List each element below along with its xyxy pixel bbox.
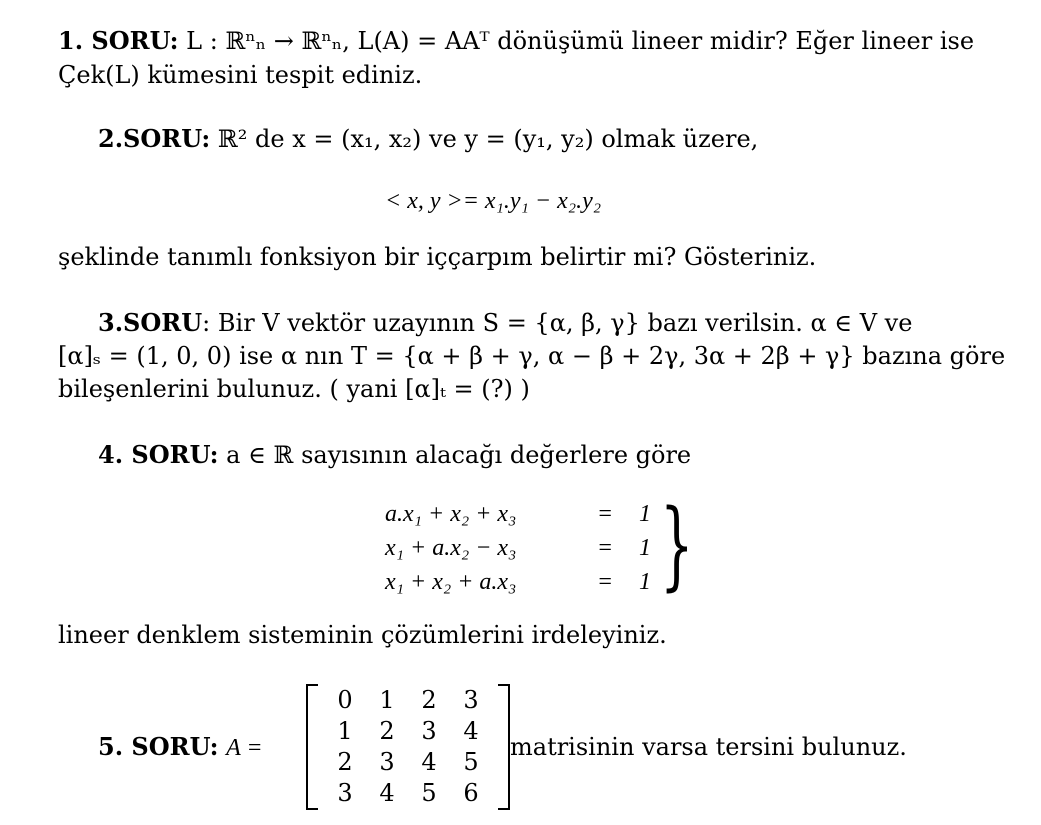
q1-text1: L : ℝⁿₙ → ℝⁿₙ, L(A) = AAᵀ dönüşümü lineer midir? Eğer lineer ise xyxy=(186,27,975,55)
matrix-cell: 5 xyxy=(463,747,479,776)
matrix-cell: 0 xyxy=(337,685,353,714)
q4-line1 xyxy=(98,440,691,470)
matrix-cell: 4 xyxy=(379,778,395,807)
q2-line2: şeklinde tanımlı fonksiyon bir iççarpım belirtir mi? Gösteriniz. xyxy=(58,243,817,271)
q2-line1 xyxy=(98,124,758,154)
q2-formula: < x, y >= x₁.y₁ − x₂.y₂ xyxy=(385,188,602,214)
q4-line2: lineer denklem sisteminin çözümlerini irdeleyiniz. xyxy=(58,621,667,649)
system-brace: } xyxy=(660,489,694,601)
matrix-cell: 3 xyxy=(421,716,437,745)
matrix-cell: 2 xyxy=(379,716,395,745)
q4-label: 4. SORU: xyxy=(98,440,219,469)
q5-suffix: matrisinin varsa tersini bulunuz. xyxy=(510,733,907,761)
matrix-cell: 4 xyxy=(463,716,479,745)
q3-label: 3.SORU xyxy=(98,308,203,337)
system-row: x₁ + x₂ + a.x₃ = 1 xyxy=(385,569,651,595)
q1-line1 xyxy=(58,26,974,56)
q5-line xyxy=(98,732,263,763)
matrix-cell: 3 xyxy=(463,685,479,714)
matrix-cell: 5 xyxy=(421,778,437,807)
matrix-cell: 1 xyxy=(337,716,353,745)
q2-label: 2.SORU: xyxy=(98,124,211,153)
matrix-cell: 1 xyxy=(379,685,395,714)
equation-system xyxy=(385,497,665,599)
matrix-cell: 4 xyxy=(421,747,437,776)
system-row: x₁ + a.x₂ − x₃ = 1 xyxy=(385,535,651,561)
q5-label: 5. SORU: xyxy=(98,732,219,761)
q3-line2: [α]ₛ = (1, 0, 0) ise α nın T = {α + β + γ, α − β + 2γ, 3α + 2β + γ} bazına göre xyxy=(58,342,1006,370)
matrix-cell: 6 xyxy=(463,778,479,807)
matrix-name: A = xyxy=(226,735,263,761)
matrix-cell: 2 xyxy=(421,685,437,714)
matrix-cell: 2 xyxy=(337,747,353,776)
matrix-cell: 3 xyxy=(337,778,353,807)
q1-line2: Çek(L) kümesini tespit ediniz. xyxy=(58,61,423,89)
matrix-grid xyxy=(318,684,498,810)
q4-text1: a ∈ ℝ sayısının alacağı değerlere göre xyxy=(226,441,692,469)
matrix-right-bracket xyxy=(498,684,510,810)
matrix-cell: 3 xyxy=(379,747,395,776)
q2-text1: ℝ² de x = (x₁, x₂) ve y = (y₁, y₂) olmak üzere, xyxy=(217,125,759,153)
system-row: a.x₁ + x₂ + x₃ = 1 xyxy=(385,501,651,527)
q1-label: 1. SORU: xyxy=(58,26,179,55)
q3-line1 xyxy=(98,308,912,338)
matrix-A xyxy=(306,684,510,810)
q3-line3: bileşenlerini bulunuz. ( yani [α]ₜ = (?) ) xyxy=(58,375,530,403)
matrix-left-bracket xyxy=(306,684,318,810)
q3-text1: : Bir V vektör uzayının S = {α, β, γ} bazı verilsin. α ∈ V ve xyxy=(202,309,913,337)
